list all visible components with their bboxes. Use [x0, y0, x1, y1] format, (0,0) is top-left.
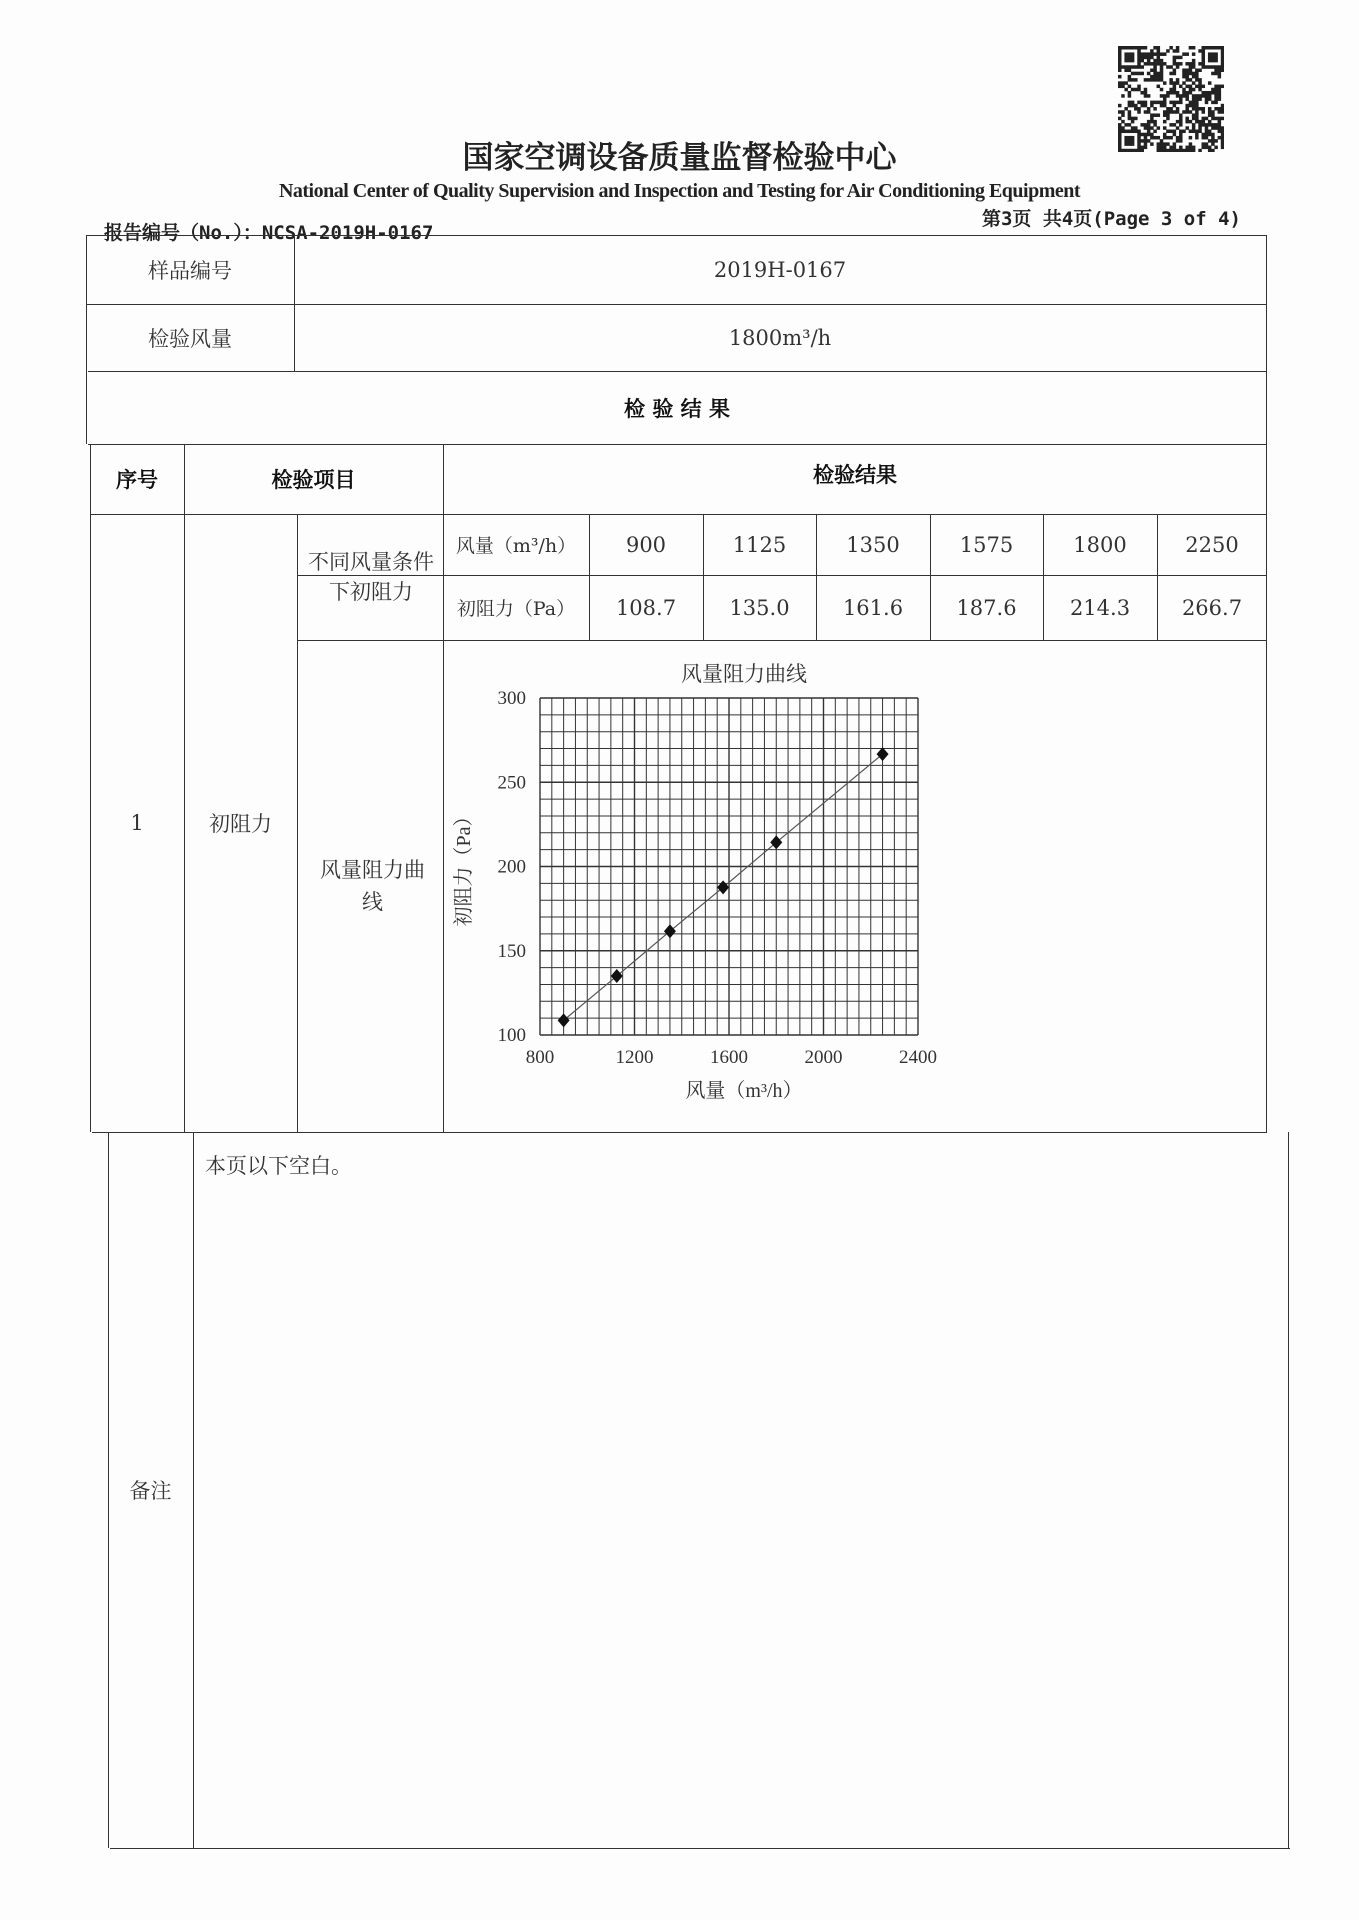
english-subtitle: National Center of Quality Supervision and Inspection and Testing for Air Conditioning Equipment: [278, 180, 1081, 202]
x-tick-label: 800: [525, 1047, 555, 1068]
data-point: [664, 924, 676, 938]
table-rule: [193, 1132, 194, 1848]
y-tick-label: 200: [497, 856, 526, 878]
table-rule: [1266, 235, 1267, 1132]
x-tick-label: 1200: [615, 1047, 654, 1068]
table-rule: [297, 514, 298, 1132]
x-tick-label: 2000: [804, 1047, 843, 1068]
results-section-title: 检 验 结 果: [624, 395, 730, 421]
sub-item-curve: 风量阻力曲线: [320, 858, 425, 914]
data-point: [877, 747, 889, 761]
chart-title: 风量阻力曲线: [681, 662, 807, 686]
sub-item-initial-resistance: 不同风量条件下初阻力: [308, 550, 434, 604]
table-rule: [1288, 1132, 1289, 1848]
resistance-cell: 108.7: [615, 595, 677, 620]
resistance-cell: 214.3: [1069, 595, 1131, 620]
sample-no-label: 样品编号: [148, 258, 232, 283]
sample-no-value: 2019H-0167: [713, 257, 847, 282]
resistance-cell: 266.7: [1181, 595, 1243, 620]
flow-cell: 1125: [732, 532, 787, 557]
data-point: [717, 880, 729, 894]
resistance-row-label: 初阻力（Pa）: [456, 598, 576, 620]
remarks-label: 备注: [129, 1479, 172, 1503]
flow-cell: 2250: [1185, 532, 1239, 557]
y-tick-label: 250: [497, 772, 526, 794]
seq-value: 1: [130, 811, 144, 835]
y-tick-label: 150: [497, 940, 526, 962]
x-tick-label: 2400: [899, 1047, 937, 1068]
table-rule: [92, 1132, 1267, 1133]
page-number: 第3页 共4页(Page 3 of 4): [981, 208, 1241, 230]
flow-cell: 1350: [846, 532, 900, 557]
col-item-header: 检验项目: [271, 467, 356, 492]
flow-cell: 900: [625, 532, 667, 557]
resistance-cell: 187.6: [956, 595, 1017, 620]
data-point: [611, 969, 623, 983]
x-axis-label: 风量（m³/h）: [685, 1080, 803, 1102]
data-point: [558, 1013, 570, 1027]
page-title: 国家空调设备质量监督检验中心: [462, 140, 897, 176]
col-seq-header: 序号: [116, 467, 158, 492]
flow-cell: 1800: [1073, 532, 1127, 557]
flow-value: 1800m³/h: [728, 325, 832, 350]
flow-resistance-chart: [444, 641, 1264, 1131]
remarks-text: 本页以下空白。: [205, 1154, 352, 1178]
y-tick-label: 300: [497, 688, 526, 709]
flow-row-label: 风量（m³/h）: [455, 535, 577, 557]
y-axis-label: 初阻力（Pa）: [453, 806, 475, 927]
table-rule: [110, 1848, 1290, 1849]
flow-label: 检验风量: [148, 326, 232, 351]
x-tick-label: 1600: [710, 1047, 748, 1068]
col-result-header: 检验结果: [813, 462, 897, 487]
data-point: [770, 835, 782, 849]
flow-cell: 1575: [959, 532, 1014, 557]
y-tick-label: 100: [497, 1025, 526, 1046]
resistance-cell: 161.6: [842, 595, 904, 620]
item-name: 初阻力: [209, 812, 272, 836]
resistance-cell: 135.0: [729, 595, 790, 620]
report-number: 报告编号（No.）：NCSA-2019H-0167: [104, 222, 434, 244]
